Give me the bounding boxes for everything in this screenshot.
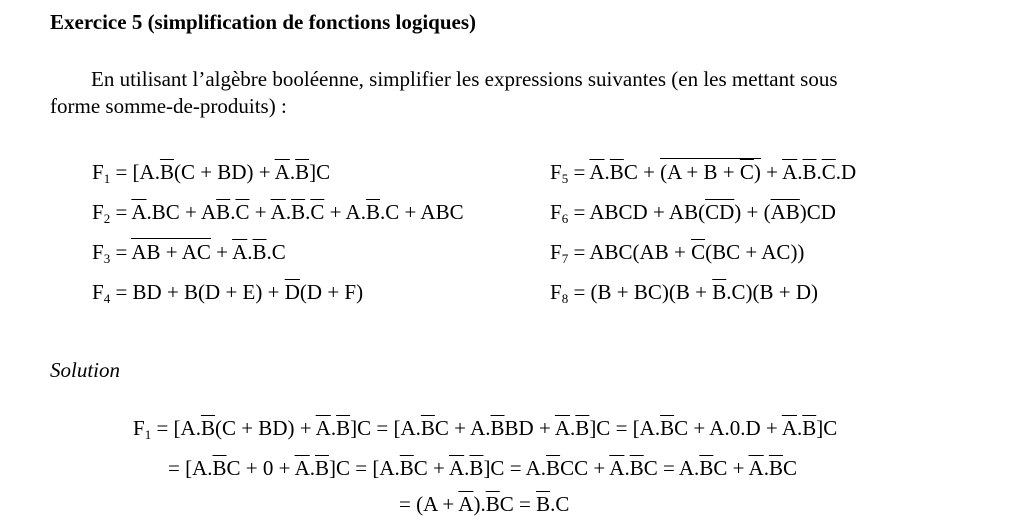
function-name-f3: $F_3$	[92, 240, 111, 266]
solution-line-1: $F_1 = [A.\overline{B}(C + BD) + \overline{A}.\overline{B}]C = [A.\overline{B}C + A.\overline{B}BD + \overline{A}.\overline{B}]C = [A.\overline{B}C + A.0.D + \overline{A}.\overline{B}]C$	[133, 414, 837, 449]
solution-label: Solution	[50, 358, 121, 382]
equation-f6: $F_6$ = ABCD + $AB(\overline{CD}) + (\overline{AB})CD$	[550, 198, 836, 233]
solution-line-2: = $[A.\overline{B}C + 0 + \overline{A}.\overline{B}]C = [A.\overline{B}C + \overline{A}.\overline{B}]C = A.\overline{B}CC + \overline{A}.\overline{B}C = A.\overline{B}C + \overline{A}.\overline{B}C$	[168, 456, 797, 480]
equation-f7: $F_7 = ABC(AB + \overline{C}(BC + AC))$	[550, 238, 804, 273]
function-name-f8: $F_8$	[550, 280, 569, 306]
equation-f3: $F_3$ = AB + AC + $\overline{A}.\overline{B}.C$	[92, 238, 286, 273]
intro-line-2: forme somme-de-produits) :	[50, 94, 287, 118]
function-name-f4: $F_4$	[92, 280, 111, 306]
equation-f5: $F_5 = \overline{A}.\overline{B}C + (A + B + \overline{C}) + \overline{A}.\overline{B}.\overline{C}.D$	[550, 158, 856, 193]
function-name-f5: $F_5$	[550, 160, 569, 186]
function-name-f7: $F_7$	[550, 240, 569, 266]
function-name-f1-solution: $F_1$	[133, 416, 152, 442]
exercise-intro	[50, 66, 980, 120]
equation-f2: $F_2 = \overline{A}.BC + A\overline{B}.\overline{C} + \overline{A}.\overline{B}.\overline{C} + A.\overline{B}.C$ + ABC	[92, 198, 464, 233]
function-name-f2: $F_2$	[92, 200, 111, 226]
function-name-f1: $F_1$	[92, 160, 111, 186]
equation-f1: $F_1 = [A.\overline{B}(C + BD) + \overline{A}.\overline{B}]C$	[92, 158, 330, 193]
equation-f4: $F_4$ = BD + $B(D + E) + \overline{D}(D + F)$	[92, 278, 363, 313]
function-name-f6: $F_6$	[550, 200, 569, 226]
solution-line-3: = $(A + \overline{A}).\overline{B}C = \overline{B}.C$	[399, 492, 570, 516]
exercise-title: Exercice 5 (simplification de fonctions logiques)	[50, 10, 476, 34]
equation-f8: $F_8 = (B + BC)(B + \overline{B}.C)(B + D)$	[550, 278, 818, 313]
intro-line-1: En utilisant l’algèbre booléenne, simplifier les expressions suivantes (en les mettant sous	[91, 67, 838, 91]
